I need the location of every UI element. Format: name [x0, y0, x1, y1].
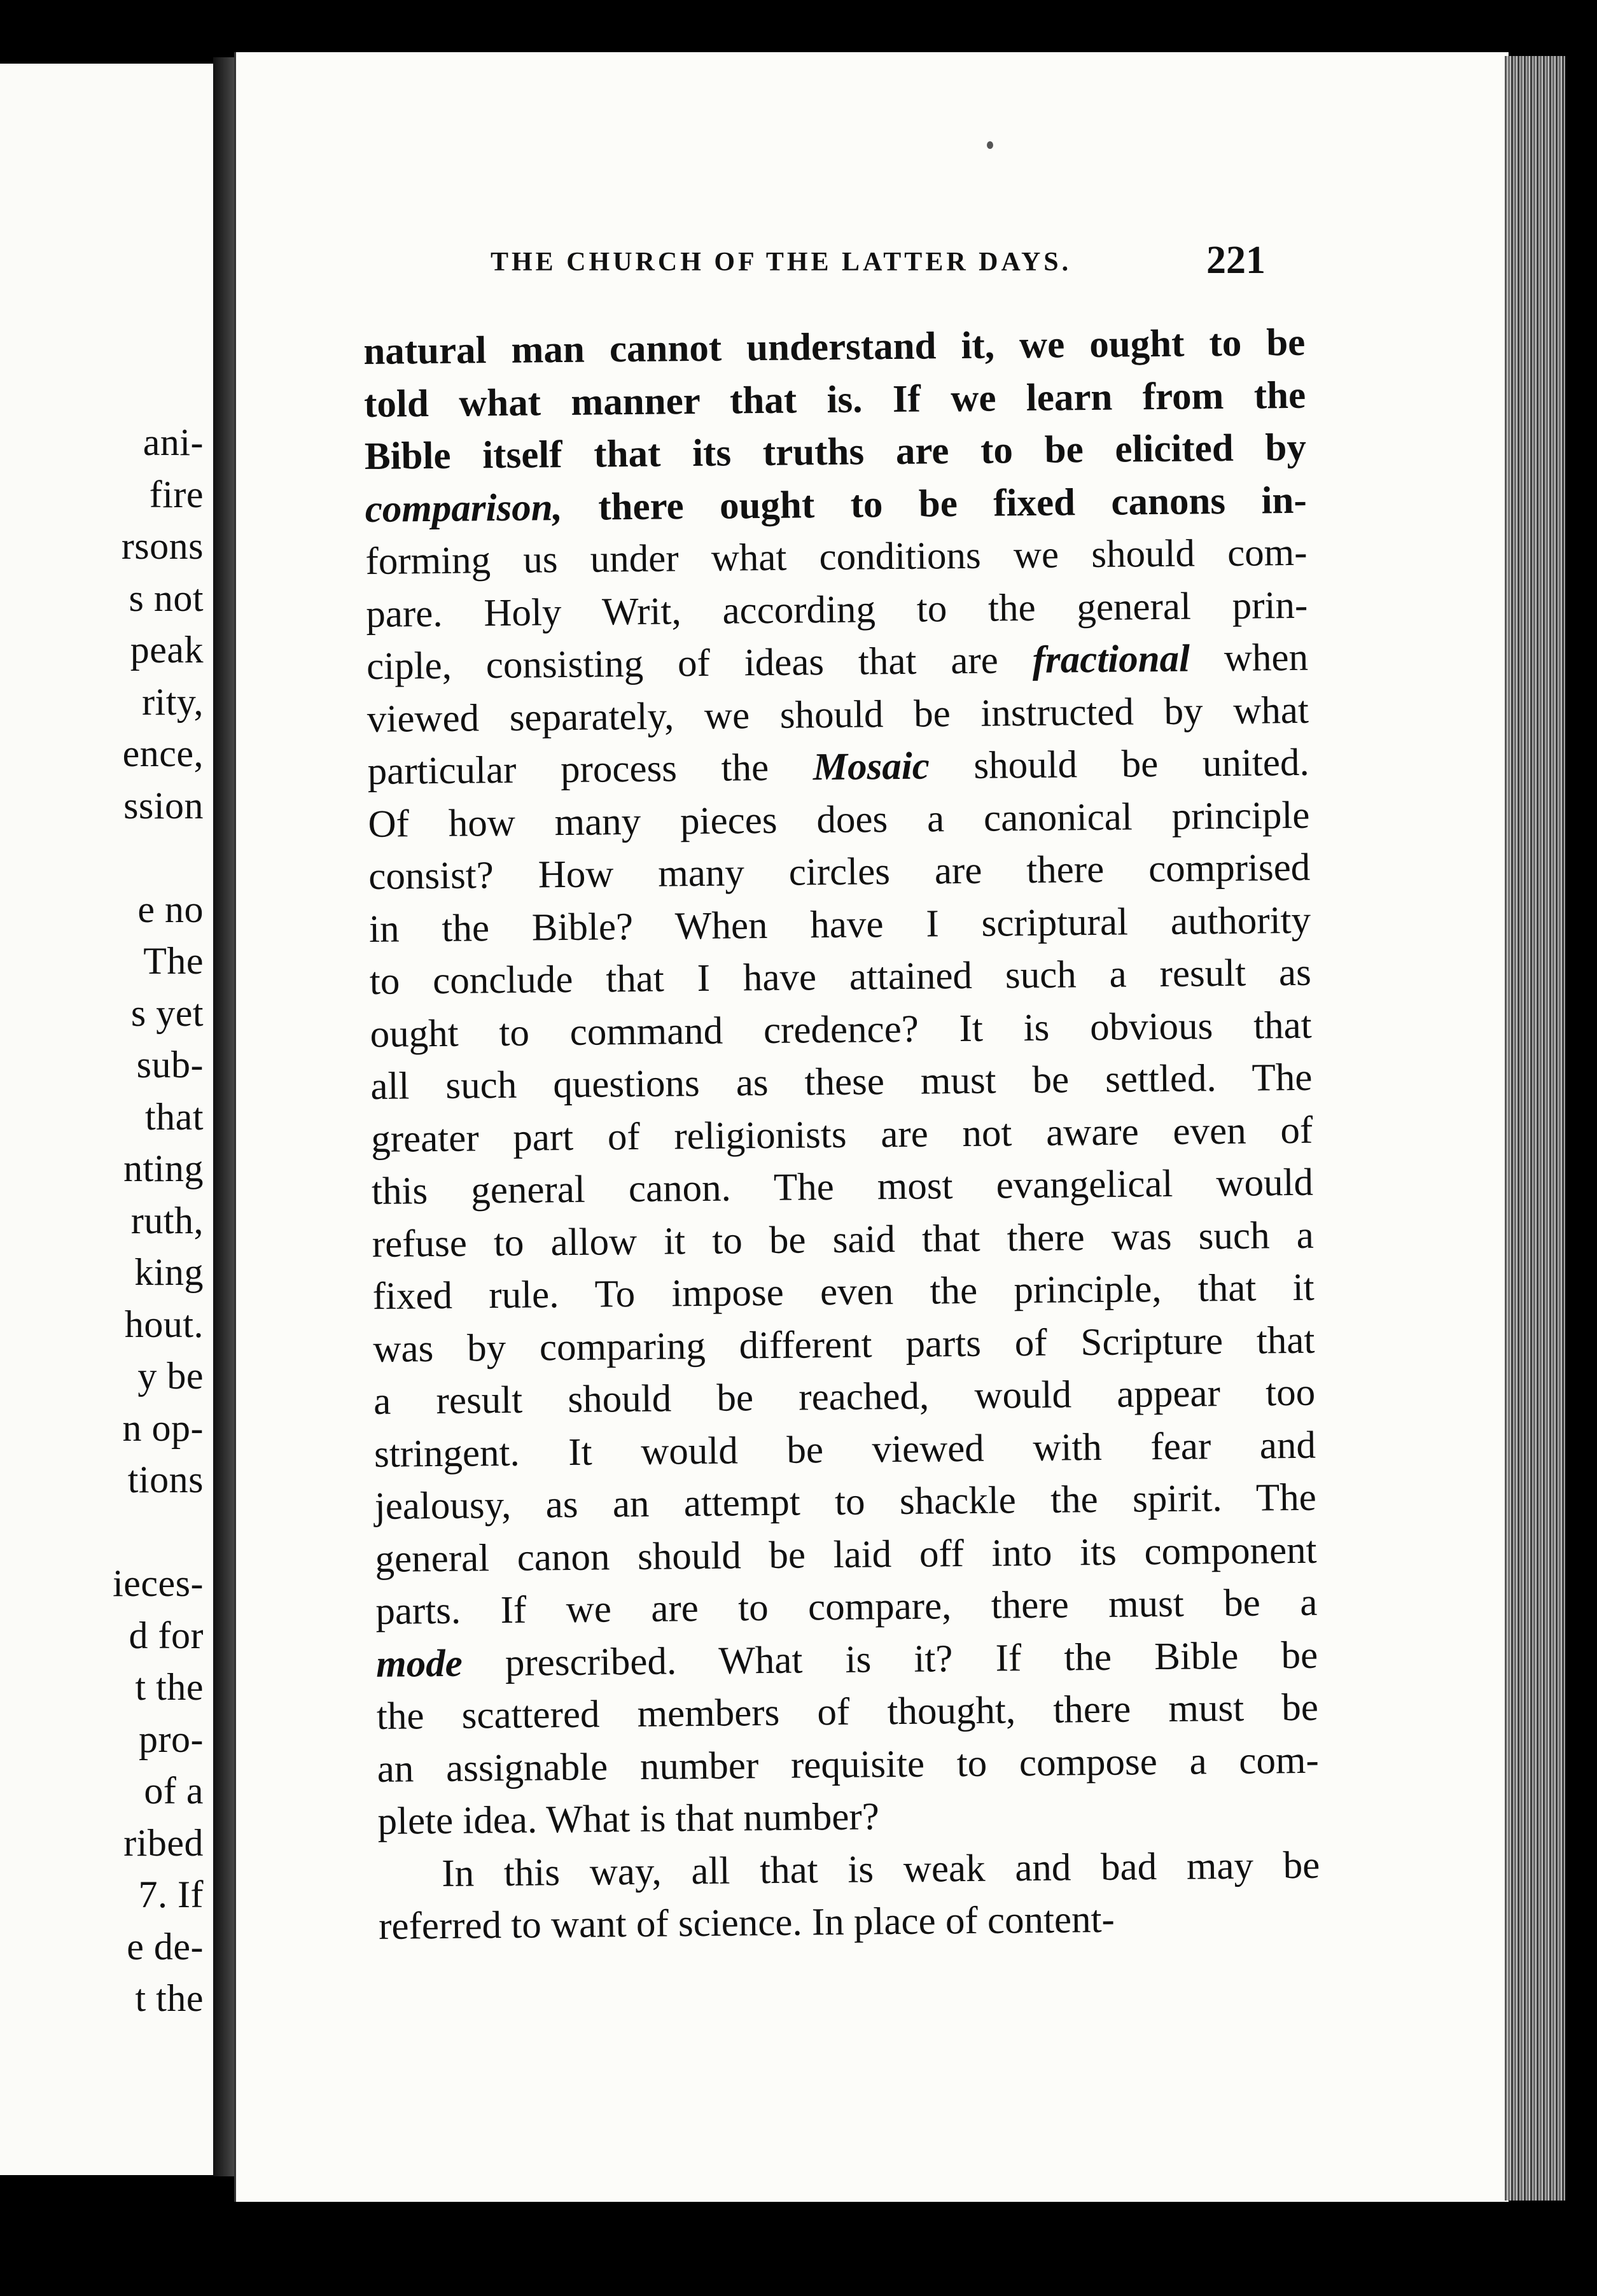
text-segment: ciple, consisting of ideas that are [366, 638, 1033, 688]
text-line: greater part of religionists are not aware even of [370, 1109, 1313, 1161]
text-line [367, 737, 1309, 799]
text-line: refuse to allow it to be said that there was such a [372, 1214, 1315, 1266]
text-segment: particular process the [367, 746, 814, 793]
text-line: pare. Holy Writ, according to the general prin- [366, 584, 1308, 636]
left-page-line: pro- [139, 1718, 204, 1760]
left-page-line: t the [135, 1666, 204, 1708]
left-page-line: ence, [122, 732, 204, 774]
left-page-line: t the [135, 1977, 204, 2019]
left-page-line: peak [130, 629, 204, 671]
left-page-text [0, 417, 204, 2025]
text-line: referred to want of science. In place of content- [378, 1898, 1115, 1948]
left-page-line: s yet [130, 991, 204, 1034]
left-page-line: fire [149, 473, 204, 515]
page-edge-stack [1505, 56, 1565, 2201]
left-page-line: The [143, 940, 204, 982]
left-page-line: e de- [127, 1925, 204, 1968]
text-segment: there ought to be fixed canons in- [562, 479, 1308, 529]
text-segment: prescribed. What is it? If the Bible be [462, 1634, 1318, 1685]
page-number: 221 [1206, 239, 1266, 282]
left-page-line: hout. [124, 1303, 204, 1345]
text-segment: when [1189, 636, 1309, 680]
text-line: told what manner that is. If we learn from the [363, 374, 1306, 426]
left-facing-page [0, 64, 217, 2175]
text-line: to conclude that I have attained such a result as [369, 951, 1312, 1003]
text-line: in the Bible? When have I scriptural authority [368, 899, 1311, 951]
left-page-line: sub- [136, 1044, 204, 1086]
text-line [365, 474, 1307, 536]
text-line: forming us under what conditions we should com- [365, 531, 1308, 583]
left-page-line: d for [129, 1614, 204, 1656]
left-page-line: of a [144, 1770, 204, 1812]
text-line: all such questions as these must be settled. The [370, 1056, 1313, 1108]
left-page-line: ruth, [130, 1199, 204, 1242]
left-page-line: s not [129, 577, 204, 619]
text-line: plete idea. What is that number? [377, 1795, 880, 1843]
text-line: Bible itself that its truths are to be elicited by [364, 426, 1307, 478]
right-page [234, 52, 1509, 2202]
left-page-line: 7. If [138, 1873, 204, 1915]
left-page-line: tions [127, 1459, 204, 1501]
text-line: natural man cannot understand it, we ought to be [363, 321, 1306, 373]
text-line: consist? How many circles are there comprised [368, 846, 1311, 898]
text-line: was by comparing different parts of Scripture that [373, 1319, 1315, 1371]
text-line: general canon should be laid off into its component [375, 1529, 1317, 1581]
left-page-line: that [145, 1095, 204, 1138]
text-line: a result should be reached, would appear too [373, 1371, 1316, 1423]
text-line [366, 632, 1309, 694]
text-line: fixed rule. To impose even the principle, that it [372, 1266, 1315, 1318]
left-page-line [0, 832, 204, 884]
left-page-line: nting [123, 1147, 204, 1189]
text-line: an assignable number requisite to compose a com- [377, 1739, 1320, 1791]
body-text [363, 317, 1320, 1954]
text-line [376, 1629, 1318, 1691]
left-page-line: king [134, 1251, 204, 1293]
text-line: Of how many pieces does a canonical principle [368, 794, 1310, 846]
text-line: In this way, all that is weak and bad may be [442, 1844, 1320, 1895]
text-line: jealousy, as an attempt to shackle the spirit. The [374, 1476, 1317, 1528]
italic-word: mode [375, 1642, 463, 1686]
text-line: the scattered members of thought, there must be [376, 1686, 1319, 1738]
left-page-line: e no [137, 888, 204, 930]
text-line: viewed separately, we should be instructed by what [366, 689, 1309, 741]
left-page-line: rsons [121, 525, 204, 567]
text-line: parts. If we are to compare, there must be a [375, 1581, 1318, 1633]
italic-word: comparison, [365, 486, 563, 531]
left-page-line: rity, [142, 680, 204, 723]
left-page-line: y be [137, 1355, 204, 1397]
left-page-line: n op- [122, 1406, 204, 1449]
italic-word: Mosaic [812, 745, 930, 789]
paper-speck [987, 141, 993, 149]
left-page-line [0, 1506, 204, 1558]
italic-word: fractional [1032, 637, 1190, 682]
running-head: THE CHURCH OF THE LATTER DAYS. [491, 248, 1072, 277]
text-line: this general canon. The most evangelical would [371, 1161, 1314, 1213]
left-page-line: ani- [143, 421, 204, 463]
left-page-line: ssion [123, 784, 204, 827]
text-segment: should be united. [929, 741, 1309, 788]
text-line: ought to command credence? It is obvious that [370, 1004, 1312, 1056]
text-line: stringent. It would be viewed with fear and [373, 1424, 1316, 1476]
left-page-line: ribed [123, 1821, 204, 1864]
left-page-line: ieces- [113, 1562, 204, 1604]
